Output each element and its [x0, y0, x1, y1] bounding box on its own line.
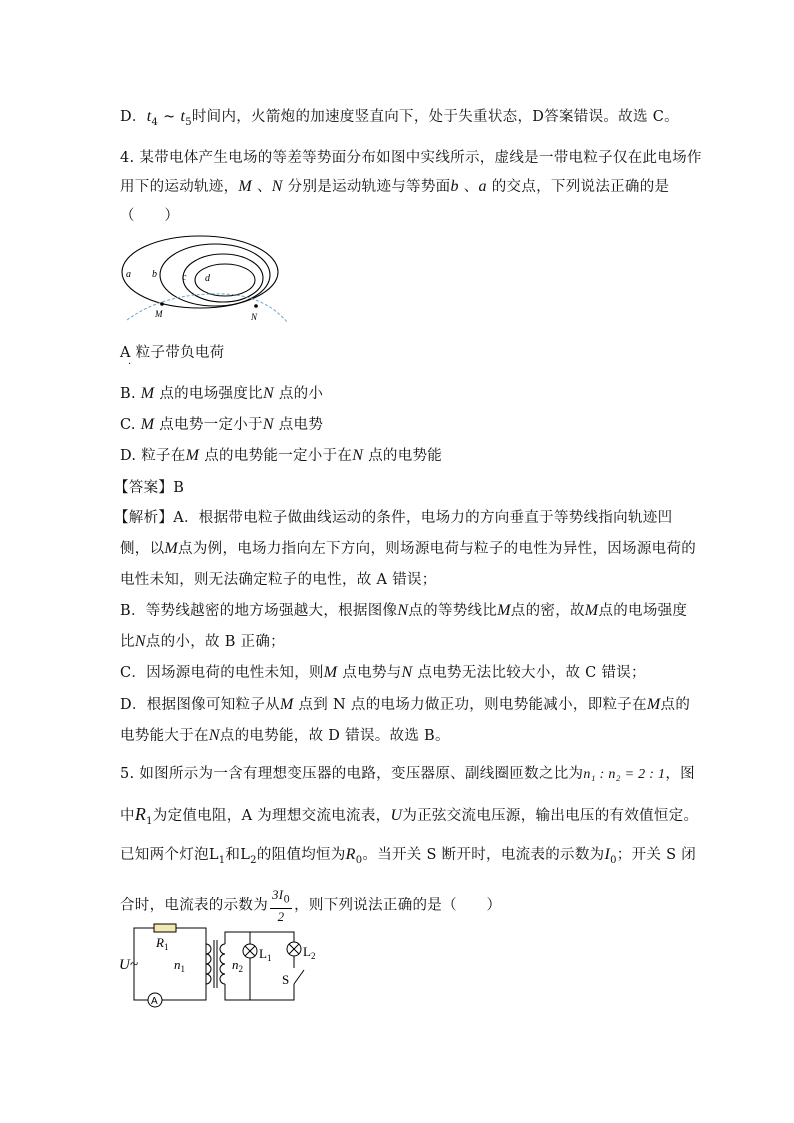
- q4-option-a: A 粒子带负电荷: [120, 345, 225, 361]
- label-n: N: [251, 312, 258, 322]
- q4-option-d: D. 粒子在M 点的电势能一定小于在N 点的电势能: [120, 447, 443, 464]
- q4-analysis-l8: 电势能大于在N点的电势能，故 D 错误。故选 B。: [120, 727, 450, 744]
- ammeter-label: A: [151, 996, 158, 1007]
- q4-analysis-l6: C．因场源电荷的电性未知，则M 点电势与N 点电势无法比较大小，故 C 错误；: [120, 664, 646, 681]
- transformer-circuit-figure: [118, 922, 328, 1014]
- point-m: [160, 302, 164, 306]
- q4-option-c: C. M 点电势一定小于N 点电势: [120, 416, 324, 433]
- q4-analysis-l4: B．等势线越密的地方场强越大，根据图像N点的等势线比M点的密，故M点的电场强度: [120, 602, 688, 619]
- option-a-dot: ·: [128, 359, 132, 370]
- label-m: M: [155, 309, 163, 319]
- primary-coil: [206, 944, 211, 984]
- q5-stem-line1: 5. 如图所示为一含有理想变压器的电路，变压器原、副线圈匝数之比为n₁ : n₂ = 2 : 1，图: [120, 766, 695, 782]
- fraction: $\frac{3I_0}{2}$: [272, 887, 291, 924]
- equipotential-d: [195, 264, 255, 296]
- label-a: a: [126, 269, 131, 280]
- q4-analysis-l7: D．根据图像可知粒子从M 点到 N 点的电场力做正功，则电势能减小，即粒子在M点的: [120, 696, 691, 713]
- q4-stem-line2: 用下的运动轨迹，M 、N 分别是运动轨迹与等势面b 、a 的交点，下列说法正确的是: [120, 178, 670, 195]
- q3-option-d: D．$t_4$ ~ $t_5$时间内，火箭炮的加速度竖直向下，处于失重状态，D答案错误。故选 C。: [120, 108, 679, 128]
- q5-stem-line2: 中$R_1$为定值电阻，A 为理想交流电流表，U为正弦交流电压源，输出电压的有效值恒定。: [120, 804, 699, 827]
- source-u-label: U~: [119, 957, 138, 973]
- q4-analysis-l2: 侧，以M点为例，电场力指向左下方向，则场源电荷与粒子的电性为异性，因场源电荷的: [120, 540, 697, 557]
- q4-stem-line1: 4. 某带电体产生电场的等差等势面分布如图中实线所示，虚线是一带电粒子仅在此电场作: [120, 150, 702, 166]
- q5-stem-line4: 合时，电流表的示数为 $\frac{3I_0}{2}$ ，则下列说法正确的是（ ）: [120, 887, 502, 924]
- label-d: d: [205, 273, 210, 284]
- l2-label: $L_2$: [303, 944, 316, 961]
- secondary-wire: [225, 932, 294, 944]
- equipotential-figure: [115, 232, 295, 328]
- q4-answer: 【答案】B: [114, 480, 185, 496]
- q4-analysis-l1: 【解析】A．根据带电粒子做曲线运动的条件，电场力的方向垂直于等势线指向轨迹凹: [114, 510, 673, 526]
- label-b: b: [152, 269, 157, 280]
- switch-s-icon: [294, 970, 304, 984]
- resistor-r1: [154, 924, 176, 932]
- r1-label: $R_1$: [156, 935, 169, 952]
- q4-option-b: B. M 点的电场强度比N 点的小: [120, 385, 324, 402]
- switch-s-label: S: [282, 972, 290, 987]
- q4-analysis-l5: 比N点的小，故 B 正确；: [120, 633, 285, 650]
- point-n: [254, 304, 258, 308]
- q4-answer-blank: （ ）: [120, 208, 180, 224]
- secondary-coil: [220, 944, 225, 984]
- q5-stem-line3: 已知两个灯泡$L_1$和$L_2$的阻值均恒为$R_0$。当开关 S 断开时，电流表的示数为$I_0$；开关 S 闭: [120, 846, 697, 866]
- q4-analysis-l3: 电性未知，则无法确定粒子的电性，故 A 错误；: [120, 572, 437, 588]
- label-c: c: [182, 272, 187, 283]
- l1-label: $L_1$: [259, 946, 272, 963]
- n1-label: $n_1$: [174, 957, 185, 974]
- n2-label: $n_2$: [232, 957, 243, 974]
